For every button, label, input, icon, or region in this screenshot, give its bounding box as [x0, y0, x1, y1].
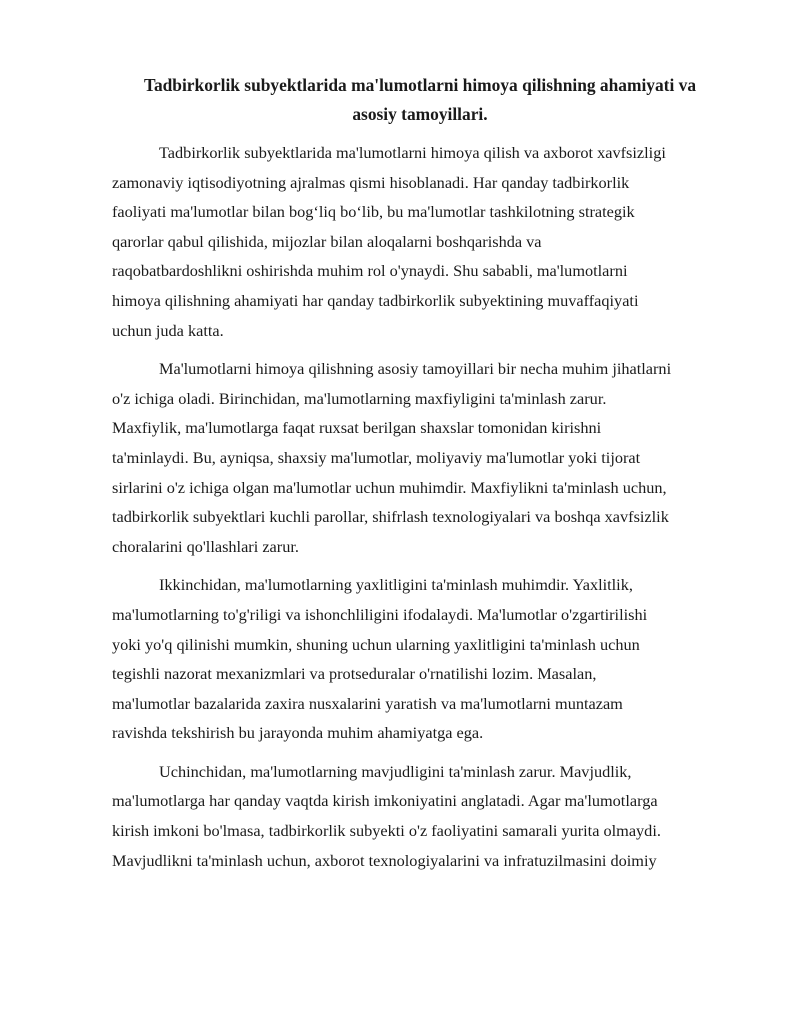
paragraph-line: raqobatbardoshlikni oshirishda muhim rol o'ynaydi. Shu sababli, ma'lumotlarni [112, 261, 628, 281]
paragraph-line: kirish imkoni bo'lmasa, tadbirkorlik subyekti o'z faoliyatini samarali yurita olmaydi. [112, 821, 661, 841]
paragraph-line: zamonaviy iqtisodiyotning ajralmas qismi hisoblanadi. Har qanday tadbirkorlik [112, 172, 630, 192]
paragraph-line: Ikkinchidan, ma'lumotlarning yaxlitligini ta'minlash muhimdir. Yaxlitlik, [159, 575, 633, 595]
paragraph-line: Tadbirkorlik subyektlarida ma'lumotlarni himoya qilish va axborot xavfsizligi [159, 143, 666, 162]
paragraph-1 [112, 138, 728, 345]
paragraph-line: Maxfiylik, ma'lumotlarga faqat ruxsat berilgan shaxslar tomonidan kirishni [112, 418, 602, 438]
paragraph-line: Mavjudlikni ta'minlash uchun, axborot texnologiyalarini va infratuzilmasini doimiy [112, 850, 657, 870]
title-line: asosiy tamoyillari. [352, 104, 488, 124]
paragraph-line: choralarini qo'llashlari zarur. [112, 536, 299, 556]
title-line: Tadbirkorlik subyektlarida ma'lumotlarni himoya qilishning ahamiyati va [143, 75, 697, 95]
paragraph-line: uchun juda katta. [112, 320, 224, 340]
paragraph-line: sirlarini o'z ichiga olgan ma'lumotlar uchun muhimdir. Maxfiylikni ta'minlash uchun, [112, 477, 667, 497]
paragraph-line: yoki yo'q qilinishi mumkin, shuning uchun ularning yaxlitligini ta'minlash uchun [112, 634, 640, 654]
document-title [112, 71, 728, 129]
document-body [112, 71, 728, 884]
paragraph-3 [112, 570, 728, 748]
paragraph-line: o'z ichiga oladi. Birinchidan, ma'lumotlarning maxfiyligini ta'minlash zarur. [112, 388, 607, 408]
paragraph-line: ma'lumotlarning to'g'riligi va ishonchliligini ifodalaydi. Ma'lumotlar o'zgartirilishi [112, 604, 648, 624]
paragraph-2 [112, 354, 728, 561]
paragraph-line: qarorlar qabul qilishida, mijozlar bilan aloqalarni boshqarishda va [112, 231, 542, 251]
paragraph-line: faoliyati ma'lumotlar bilan bog‘liq bo‘lib, bu ma'lumotlar tashkilotning strategik [112, 202, 635, 222]
paragraph-line: himoya qilishning ahamiyati har qanday tadbirkorlik subyektining muvaffaqiyati [112, 290, 639, 310]
paragraph-line: ma'lumotlar bazalarida zaxira nusxalarini yaratish va ma'lumotlarni muntazam [112, 693, 623, 713]
paragraph-line: ta'minlaydi. Bu, ayniqsa, shaxsiy ma'lumotlar, moliyaviy ma'lumotlar yoki tijorat [112, 447, 641, 467]
paragraph-line: Ma'lumotlarni himoya qilishning asosiy tamoyillari bir necha muhim jihatlarni [159, 359, 672, 379]
paragraph-4 [112, 757, 728, 875]
paragraph-line: ma'lumotlarga har qanday vaqtda kirish imkoniyatini anglatadi. Agar ma'lumotlarga [112, 791, 658, 811]
paragraph-line: tadbirkorlik subyektlari kuchli parollar, shifrlash texnologiyalari va boshqa xavfsizlik [112, 507, 669, 527]
paragraph-line: tegishli nazorat mexanizmlari va protseduralar o'rnatilishi lozim. Masalan, [112, 664, 597, 684]
paragraph-line: Uchinchidan, ma'lumotlarning mavjudligini ta'minlash zarur. Mavjudlik, [159, 761, 632, 781]
paragraph-line: ravishda tekshirish bu jarayonda muhim ahamiyatga ega. [112, 723, 484, 743]
